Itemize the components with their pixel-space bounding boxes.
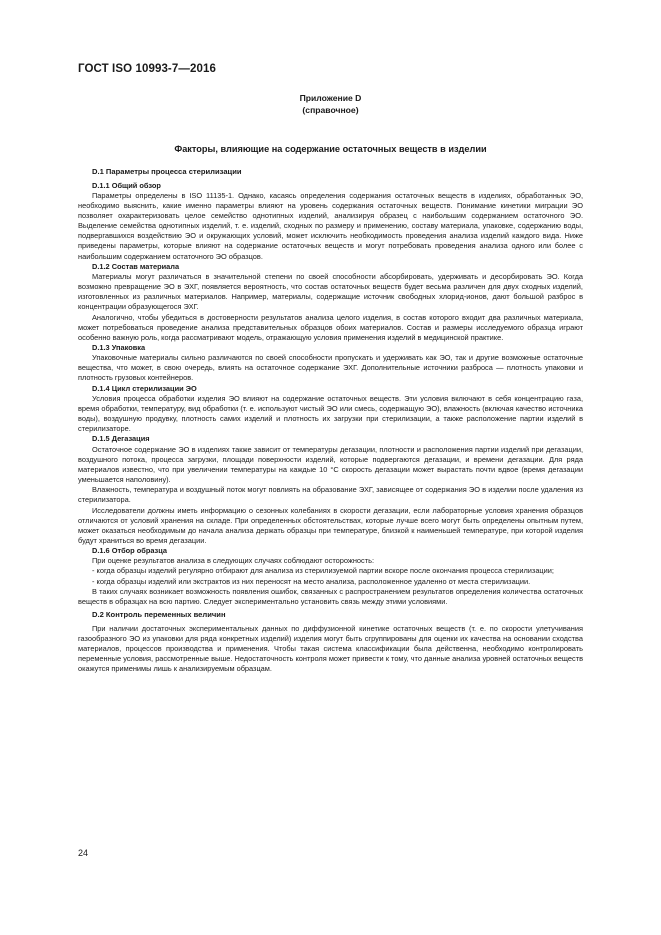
section-heading: D.1 Параметры процесса стерилизации <box>92 167 242 176</box>
subsection-heading: D.1.2 Состав материала <box>92 261 180 271</box>
subsection-heading: D.1.1 Общий обзор <box>92 180 161 190</box>
paragraph: Влажность, температура и воздушный поток могут повлиять на образование ЭХГ, зависящее от содержания ЭО в изделии после удаления из стерилизатора. <box>78 485 583 505</box>
appendix-heading <box>0 92 661 116</box>
paragraph: Исследователи должны иметь информацию о сезонных колебаниях в скорости дегазации, если лабораторные условия хранения образцов отличаются от условий хранения на складе. При определенных обстоятельствах, которые лучше всего могут быть определены опытным путем, может оказаться необходимым до начала анализа держать образцы при температуре, близкой к наименьшей температуре, при которой изделия будут храниться во время дегазации. <box>78 505 583 545</box>
section-heading: D.2 Контроль переменных величин <box>92 610 226 620</box>
paragraph: Условия процесса обработки изделия ЭО влияют на содержание остаточных веществ. Эти условия включают в себя концентрацию газа, время обработки, температуру, вид обработки (т. е. используют чистый ЭО или смесь, содержащую ЭО), влажность (включая качество источника воды), воздушную продувку, плотность самих изделий и плотность их загрузки при стерилизации, а также расположение партии изделий в стерилизаторе. <box>78 393 583 434</box>
paragraph: В таких случаях возникает возможность появления ошибок, связанных с распространением результатов определения количества остаточных веществ в образцах на всю партию. Следует экспериментально установить связь между этими условиями. <box>78 586 583 606</box>
paragraph: Остаточное содержание ЭО в изделиях также зависит от температуры дегазации, плотности и расположения партии изделий при дегазации, воздушного потока, процесса загрузки, площади поверхности изделий, которые подвергаются дегазации, и времени дегазации. Для ряда материалов известно, что при увеличении температуры на каждые 10 °С скорость дегазации может вырастать почти вдвое (время дегазации уменьшается наполовину). <box>78 444 583 485</box>
subsection-heading: D.1.3 Упаковка <box>92 343 146 352</box>
subsection-heading: D.1.6 Отбор образца <box>92 546 167 556</box>
subsection-heading: D.1.4 Цикл стерилизации ЭО <box>92 383 197 393</box>
paragraph: - когда образцы изделий регулярно отбирают для анализа из стерилизуемой партии вскоре после окончания процесса стерилизации; <box>92 566 554 576</box>
document-body <box>78 164 583 674</box>
paragraph: - когда образцы изделий или экстрактов из них переносят на место анализа, расположенное удаленно от места стерилизации. <box>92 576 531 586</box>
appendix-title: Приложение D <box>299 93 362 103</box>
paragraph: При оценке результатов анализа в следующих случаях соблюдают осторожность: <box>92 556 375 566</box>
paragraph: Аналогично, чтобы убедиться в достоверности результатов анализа целого изделия, в состав которого входит два различных материала, может потребоваться проведение анализа представительных образцов обоих материалов. Состав и размеры исследуемого образца играют особенно важную роль, когда рассматривают модель, отражающую условия применения изделий в медицинской практике. <box>78 312 583 342</box>
appendix-subtitle: (справочное) <box>302 105 359 115</box>
document-title: Факторы, влияющие на содержание остаточных веществ в изделии <box>174 144 487 154</box>
paragraph: Материалы могут различаться в значительной степени по своей способности абсорбировать, удерживать и десорбировать ЭО. Когда возможно превращение ЭО в ЭХГ, появляется вероятность, что состав остаточных веществ будет весьма различен для двух сходных изделий, изготовленных из различных материалов. Например, материалы, содержащие источник свободных хлорид-ионов, дают большой разброс в концентрации образующегося ЭХГ. <box>78 271 583 312</box>
paragraph: При наличии достаточных экспериментальных данных по диффузионной кинетике остаточных веществ (т. е. по скорости улетучивания газообразного ЭО из упаковки для ряда конкретных изделий) изделия могут быть сгруппированы для оценки их качества на основании сходства материалов, процессов производства и применения. Чтобы такая система классификации была действенна, необходимо контролировать переменные условия, рассмотренные выше. Недостаточность контроля может привести к тому, что данные анализа уровней остаточных веществ окажутся применимы лишь к анализируемым образцам. <box>78 623 583 674</box>
page-number: 24 <box>78 848 89 858</box>
standard-header: ГОСТ ISO 10993-7—2016 <box>78 63 216 75</box>
paragraph: Упаковочные материалы сильно различаются по своей способности пропускать и удерживать как ЭО, так и другие возможные остаточные вещества, что может, в свою очередь, влиять на остаточное содержание ЭХГ. Дополнительные источники разброса — плотность упаковки и плотность грузовых контейнеров. <box>78 353 583 383</box>
paragraph: Параметры определены в ISO 11135-1. Однако, касаясь определения содержания остаточных веществ в изделиях, обработанных ЭО, необходимо выяснить, какие именно параметры влияют на уровень содержания остаточных веществ. Понимание кинетики миграции ЭО позволяет охарактеризовать целое семейство однотипных изделий, анализируя образец с наибольшим содержанием остаточного ЭО. Выделение семейства однотипных изделий, т. е. изделий, сходных по размеру и применению, составу материала, упаковке, содержанию воды, подвергавшихся воздействию ЭО и окружающих условий, может исключить необходимость проведения анализа изделий каждого вида. Ниже приведены параметры, которые влияют на содержание остаточных веществ и могут потребовать проведения анализа одного или более с наибольшим содержанием остаточного ЭО образцов. <box>78 190 583 261</box>
subsection-heading: D.1.5 Дегазация <box>92 434 150 444</box>
